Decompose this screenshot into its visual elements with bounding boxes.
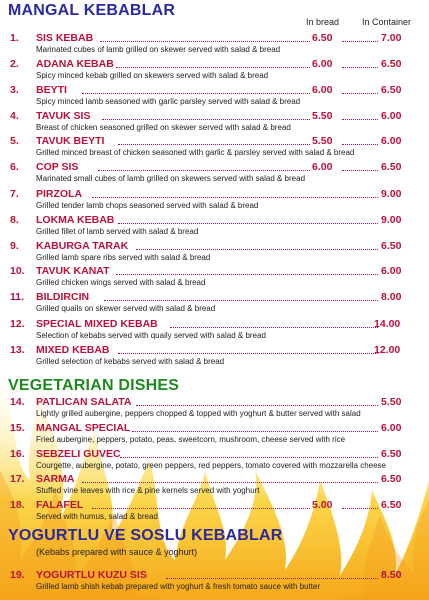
- menu-item: [0, 344, 429, 370]
- dot-leader: [342, 144, 378, 145]
- price-in-container: 12.00: [374, 344, 401, 356]
- item-description: Grilled lamb shish kebab prepared with yoghurt & fresh tomato sauce with butter: [36, 582, 321, 591]
- dot-leader: [116, 274, 378, 275]
- dot-leader: [342, 93, 378, 94]
- item-number: 16.: [10, 448, 25, 460]
- menu-item: [0, 396, 429, 422]
- item-description: Grilled fillet of lamb served with salad & bread: [36, 227, 199, 236]
- item-number: 8.: [10, 214, 19, 226]
- dot-leader: [92, 197, 378, 198]
- item-number: 15.: [10, 422, 25, 434]
- section-title-mangal: MANGAL KEBABLAR: [8, 2, 176, 19]
- dot-leader: [136, 405, 378, 406]
- menu-item: [0, 448, 429, 474]
- menu-item: [0, 291, 429, 317]
- menu-item: [0, 110, 429, 136]
- item-description: Grilled minced breast of chicken seasoned with garlic & parsley served with salad & bread: [36, 148, 355, 157]
- menu-item: [0, 318, 429, 344]
- item-description: Grilled lamb spare ribs served with salad & bread: [36, 253, 211, 262]
- item-description: Spicy minced lamb seasoned with garlic parsley served with salad & bread: [36, 97, 301, 106]
- item-description: Grilled quails on skewer served with salad & bread: [36, 304, 216, 313]
- price-in-container: 6.50: [381, 84, 402, 96]
- item-name: MANGAL SPECIAL: [36, 422, 131, 434]
- item-name: SPECIAL MIXED KEBAB: [36, 318, 158, 330]
- section-note-yogurtlu: (Kebabs prepared with sauce & yoghurt): [36, 547, 198, 557]
- item-description: Selection of kebabs served with quaily served with salad & bread: [36, 331, 266, 340]
- dot-leader: [342, 119, 378, 120]
- price-in-container: 6.00: [381, 265, 402, 277]
- item-description: Grilled selection of kebabs served with salad & bread: [36, 357, 225, 366]
- price-in-container: 7.00: [381, 32, 402, 44]
- dot-leader: [342, 41, 378, 42]
- item-description: Marinated small cubes of lamb grilled on skewers served with salad & bread: [36, 174, 306, 183]
- item-number: 14.: [10, 396, 25, 408]
- price-in-container: 8.00: [381, 291, 402, 303]
- item-number: 7.: [10, 188, 19, 200]
- menu-item: [0, 569, 429, 595]
- dot-leader: [102, 119, 310, 120]
- column-header-in-bread: In bread: [306, 17, 340, 27]
- item-number: 4.: [10, 110, 19, 122]
- dot-leader: [342, 67, 378, 68]
- item-number: 2.: [10, 58, 19, 70]
- item-number: 12.: [10, 318, 25, 330]
- price-in-container: 14.00: [374, 318, 401, 330]
- price-in-bread: 6.00: [312, 58, 333, 70]
- price-in-container: 5.50: [381, 396, 402, 408]
- dot-leader: [118, 223, 378, 224]
- price-in-container: 6.50: [381, 499, 402, 511]
- item-number: 17.: [10, 473, 25, 485]
- menu-item: [0, 422, 429, 448]
- item-number: 9.: [10, 240, 19, 252]
- menu-item: [0, 473, 429, 499]
- menu-item: [0, 32, 429, 58]
- item-name: SEBZELI GUVEC: [36, 448, 121, 460]
- menu-item: [0, 188, 429, 214]
- price-in-container: 6.00: [381, 422, 402, 434]
- dot-leader: [116, 67, 310, 68]
- dot-leader: [170, 327, 378, 328]
- dot-leader: [342, 508, 378, 509]
- item-number: 3.: [10, 84, 19, 96]
- dot-leader: [120, 457, 378, 458]
- item-name: FALAFEL: [36, 499, 84, 511]
- dot-leader: [342, 170, 378, 171]
- menu-item: [0, 214, 429, 240]
- section-title-vegetarian: VEGETARIAN DISHES: [8, 377, 180, 394]
- item-description: Marinated cubes of lamb grilled on skewer served with salad & bread: [36, 45, 281, 54]
- item-description: Served with humus, salad & bread: [36, 512, 158, 521]
- dot-leader: [118, 353, 378, 354]
- dot-leader: [104, 300, 378, 301]
- dot-leader: [100, 41, 310, 42]
- item-name: SARMA: [36, 473, 75, 485]
- dot-leader: [118, 144, 310, 145]
- price-in-container: 8.50: [381, 569, 402, 581]
- menu-item: [0, 58, 429, 84]
- item-description: Grilled chicken wings served with salad & bread: [36, 278, 206, 287]
- price-in-bread: 6.00: [312, 161, 333, 173]
- item-description: Spicy minced kebab grilled on skewers served with salad & bread: [36, 71, 269, 80]
- price-in-container: 6.50: [381, 240, 402, 252]
- menu-item: [0, 240, 429, 266]
- menu-item: [0, 265, 429, 291]
- price-in-container: 9.00: [381, 214, 402, 226]
- dot-leader: [98, 170, 310, 171]
- dot-leader: [136, 249, 378, 250]
- dot-leader: [82, 482, 378, 483]
- price-in-container: 6.00: [381, 135, 402, 147]
- price-in-bread: 5.00: [312, 499, 333, 511]
- item-number: 18.: [10, 499, 25, 511]
- menu-item: [0, 499, 429, 525]
- item-name: PIRZOLA: [36, 188, 83, 200]
- item-name: COP SIS: [36, 161, 79, 173]
- item-name: KABURGA TARAK: [36, 240, 129, 252]
- price-in-bread: 5.50: [312, 110, 333, 122]
- menu-item: [0, 84, 429, 110]
- item-name: ADANA KEBAB: [36, 58, 114, 70]
- price-in-container: 6.50: [381, 448, 402, 460]
- item-description: Fried aubergine, peppers, potato, peas, sweetcorn, mushroom, cheese served with rice: [36, 435, 346, 444]
- item-number: 11.: [10, 291, 25, 303]
- item-description: Breast of chicken seasoned grilled on skewer served with salad & bread: [36, 123, 291, 132]
- dot-leader: [166, 578, 378, 579]
- item-name: TAVUK BEYTI: [36, 135, 105, 147]
- item-name: BILDIRCIN: [36, 291, 90, 303]
- dot-leader: [132, 431, 378, 432]
- price-in-bread: 5.50: [312, 135, 333, 147]
- menu-item: [0, 161, 429, 187]
- price-in-container: 9.00: [381, 188, 402, 200]
- item-name: TAVUK SIS: [36, 110, 91, 122]
- item-name: LOKMA KEBAB: [36, 214, 115, 226]
- item-name: TAVUK KANAT: [36, 265, 110, 277]
- item-description: Grilled tender lamb chops seasoned served with salad & bread: [36, 201, 259, 210]
- item-number: 5.: [10, 135, 19, 147]
- item-description: Stuffed vine leaves with rice & pine kernels served with yoghurt: [36, 486, 260, 495]
- dot-leader: [82, 93, 310, 94]
- price-in-container: 6.50: [381, 473, 402, 485]
- section-title-yogurtlu: YOGURTLU VE SOSLU KEBABLAR: [8, 527, 283, 544]
- dot-leader: [92, 508, 310, 509]
- price-in-container: 6.00: [381, 110, 402, 122]
- item-name: BEYTI: [36, 84, 67, 96]
- item-description: Courgette, aubergine, potato, green peppers, red peppers, tomato covered with mozzarella cheese: [36, 461, 386, 470]
- item-name: MIXED KEBAB: [36, 344, 110, 356]
- item-number: 10.: [10, 265, 25, 277]
- item-description: Lightly grilled aubergine, peppers chopped & topped with yoghurt & butter served with salad: [36, 409, 361, 418]
- price-in-bread: 6.50: [312, 32, 333, 44]
- item-name: YOGURTLU KUZU SIS: [36, 569, 147, 581]
- item-number: 6.: [10, 161, 19, 173]
- price-in-container: 6.50: [381, 58, 402, 70]
- item-number: 1.: [10, 32, 19, 44]
- item-name: PATLICAN SALATA: [36, 396, 132, 408]
- price-in-bread: 6.00: [312, 84, 333, 96]
- item-name: SIS KEBAB: [36, 32, 94, 44]
- price-in-container: 6.50: [381, 161, 402, 173]
- menu-item: [0, 135, 429, 161]
- column-header-in-container: In Container: [362, 17, 412, 27]
- item-number: 19.: [10, 569, 25, 581]
- item-number: 13.: [10, 344, 25, 356]
